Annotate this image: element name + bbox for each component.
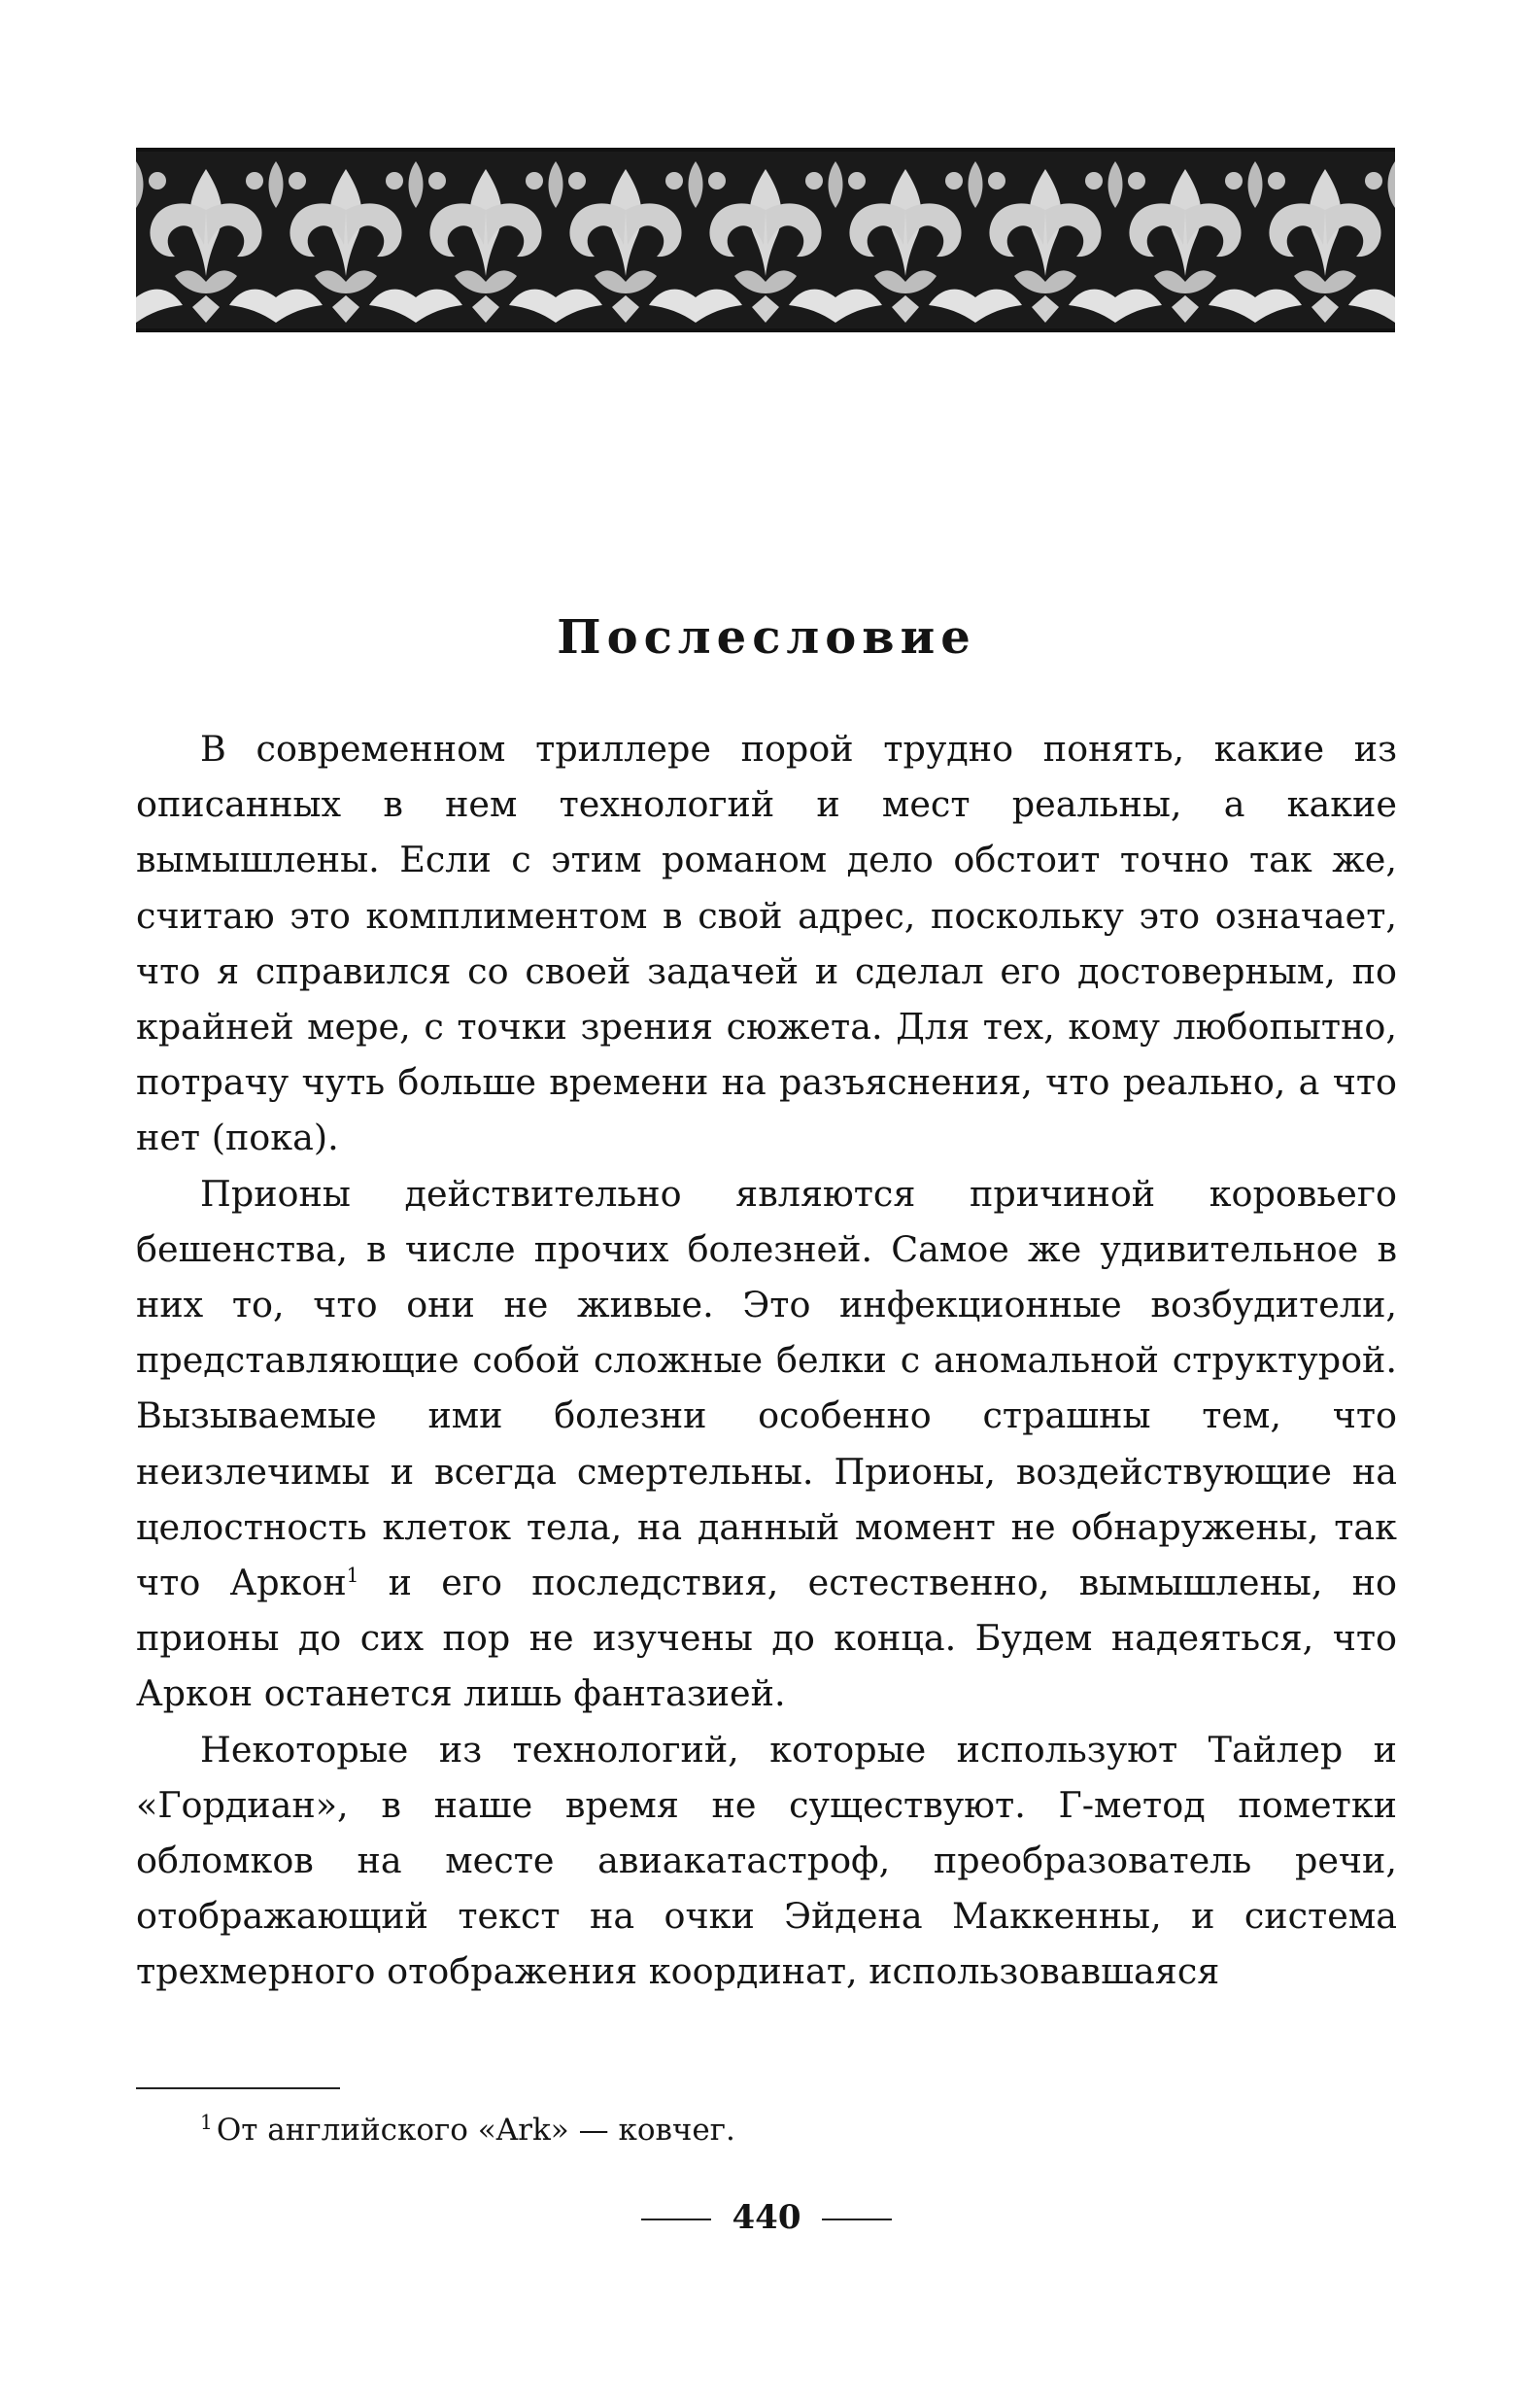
footnote-number: 1	[200, 2110, 213, 2134]
page-number: 440	[732, 2198, 801, 2237]
paragraph	[136, 1166, 1397, 1722]
footnote-text: От английского «Ark» — ковчег.	[216, 2113, 735, 2148]
page-number-dash	[641, 2219, 711, 2220]
chapter-title: Послесловие	[557, 610, 976, 665]
fleur-de-lis-ornament-icon	[136, 152, 1395, 328]
footnote	[200, 2111, 735, 2150]
page-number-dash	[822, 2219, 892, 2220]
paragraph-text: и его последствия, естественно, вымышлены, но прионы до сих пор не изучены до конца. Будем надеяться, что Аркон останется лишь фантазией.	[136, 1562, 1397, 1715]
paragraph: Некоторые из технологий, которые используют Тайлер и «Гордиан», в наше время не существуют. Г-метод пометки обломков на месте авиакатастроф, преобразователь речи, отображающий текст на очки Эйдена Маккенны, и система трехмерного отображения координат, использовавшаяся	[136, 1728, 1397, 1993]
footnote-divider	[136, 2087, 340, 2089]
body-text	[136, 721, 1397, 2000]
decorative-ornament-banner	[136, 148, 1395, 332]
footnote-reference[interactable]: 1	[346, 1563, 359, 1587]
paragraph: В современном триллере порой трудно понять, какие из описанных в нем технологий и мест реальны, а какие вымышлены. Если с этим романом дело обстоит точно так же, считаю это комплиментом в свой адрес, поскольку это означает, что я справился со своей задачей и сделал его достоверным, по крайней мере, с точки зрения сюжета. Для тех, кому любопытно, потрачу чуть больше времени на разъяснения, что реально, а что нет (пока).	[136, 728, 1397, 1159]
paragraph-text: Прионы действительно являются причиной коровьего бешенства, в числе прочих болезней. Самое же удивительное в них то, что они не живые. Это инфекционные возбудители, представляющие собой сложные белки с аномальной структурой. Вызываемые ими болезни особенно страшны тем, что неизлечимы и всегда смертельны. Прионы, воздействующие на целостность клеток тела, на данный момент не обнаружены, так что Аркон	[136, 1172, 1397, 1604]
page-footer	[0, 2198, 1533, 2237]
